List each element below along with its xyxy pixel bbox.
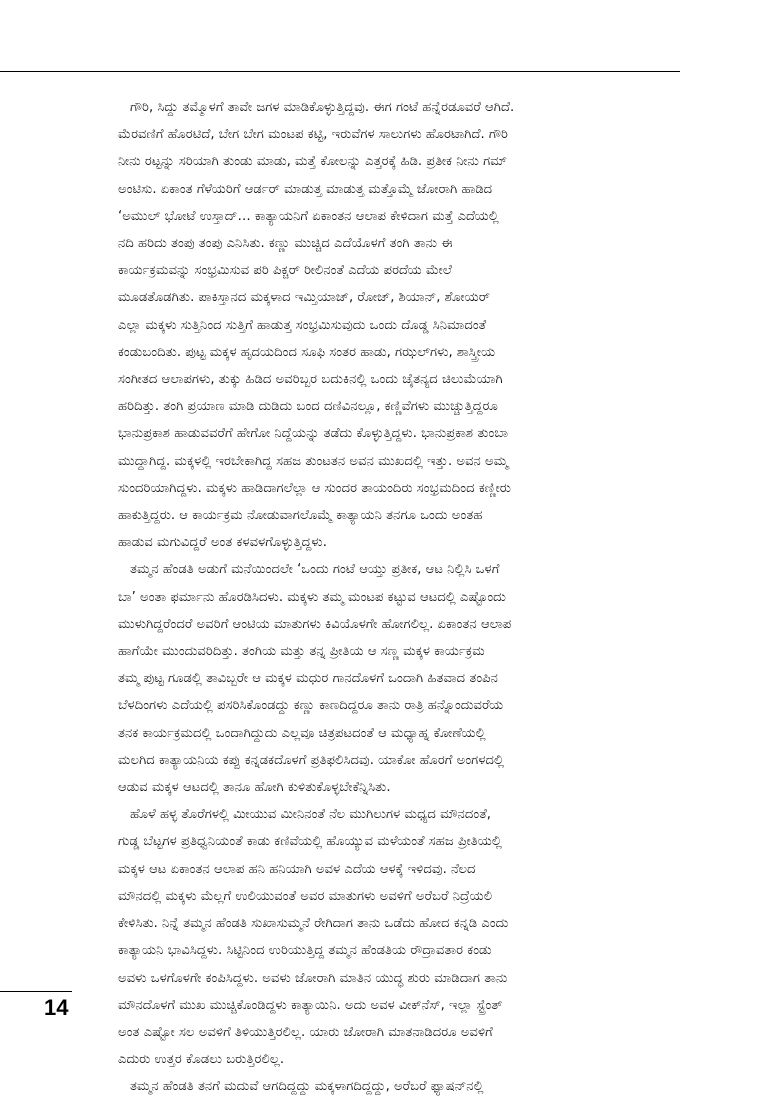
text-line: ಎದುರು ಉತ್ತರ ಕೊಡಲು ಬರುತ್ತಿರಲಿಲ್ಲ. [118, 1052, 285, 1068]
text-line: ಭಾನುಪ್ರಕಾಶ ಹಾಡುವವರೆಗೆ ಹೇಗೋ ನಿದ್ದೆಯನ್ನು ತಡೆದು ಕೊಳ್ಳುತ್ತಿದ್ದಳು. ಭಾನುಪ್ರಕಾಶ ತುಂಬಾ [118, 426, 509, 442]
text-line: ಬೆಳದಿಂಗಳು ಎದೆಯಲ್ಲಿ ಪಸರಿಸಿಕೊಂಡದ್ದು ಕಣ್ಣು ಕಾಣದಿದ್ದರೂ ತಾನು ರಾತ್ರಿ ಹನ್ನೊಂದುವರೆಯ [118, 698, 504, 714]
text-line: ಹಾಡುವ ಮಗುವಿದ್ದರೆ ಅಂತ ಕಳವಳಗೊಳ್ಳುತ್ತಿದ್ದಳು. [118, 535, 327, 551]
text-line: ನೀನು ರಟ್ಟನ್ನು ಸರಿಯಾಗಿ ತುಂಡು ಮಾಡು, ಮತ್ತೆ ಕೋಲನ್ನು ಎತ್ತರಕ್ಕೆ ಹಿಡಿ. ಪ್ರತೀಕ ನೀನು ಗಮ್ [118, 154, 508, 170]
text-line: ಕಾತ್ಯಾಯನಿ ಭಾವಿಸಿದ್ದಳು. ಸಿಟ್ಟಿನಿಂದ ಉರಿಯುತ್ತಿದ್ದ ತಮ್ಮನ ಹೆಂಡತಿಯ ರೌದ್ರಾವತಾರ ಕಂಡು [118, 943, 492, 959]
footer-rule [0, 991, 72, 992]
text-line: ಹಾಕುತ್ತಿದ್ದರು. ಆ ಕಾರ್ಯಕ್ರಮ ನೋಡುವಾಗಲೊಮ್ಮೆ ಕಾತ್ಯಾಯನಿ ತನಗೂ ಒಂದು ಅಂತಹ [118, 508, 483, 524]
text-line: ಮೌನದಲ್ಲಿ ಮಕ್ಕಳು ಮೆಲ್ಲಗೆ ಉಲಿಯುವಂತೆ ಅವರ ಮಾತುಗಳು ಅವಳಿಗೆ ಅರೆಬರೆ ನಿದ್ರೆಯಲಿ [118, 888, 493, 904]
text-line: ಮುದ್ದಾಗಿದ್ದ. ಮಕ್ಕಳಲ್ಲಿ ಇರಬೇಕಾಗಿದ್ದ ಸಹಜ ತುಂಟತನ ಅವನ ಮುಖದಲ್ಲಿ ಇತ್ತು. ಅವನ ಅಮ್ಮ [118, 453, 509, 469]
text-line: ಹೊಳೆ ಹಳ್ಳ ತೊರೆಗಳಲ್ಲಿ ಮೀಯುವ ಮೀನಿನಂತೆ ನೆಲ ಮುಗಿಲುಗಳ ಮಧ್ಯದ ಮೌನದಂತೆ, [130, 807, 491, 823]
text-line: ಮುಳುಗಿದ್ದರೆಂದರೆ ಅವರಿಗೆ ಆಂಟಿಯ ಮಾತುಗಳು ಕಿವಿಯೊಳಗೇ ಹೋಗಲಿಲ್ಲ. ಏಕಾಂತನ ಆಲಾಪ [118, 616, 512, 632]
text-line: ತಮ್ಮ ಪುಟ್ಟ ಗೂಡಲ್ಲಿ ತಾವಿಬ್ಬರೇ ಆ ಮಕ್ಕಳ ಮಧುರ ಗಾನದೊಳಗೆ ಒಂದಾಗಿ ಹಿತವಾದ ತಂಪಿನ [118, 671, 498, 687]
text-line: ಅಂತ ಎಷ್ಟೋ ಸಲ ಅವಳಿಗೆ ತಿಳಿಯುತ್ತಿರಲಿಲ್ಲ. ಯಾರು ಜೋರಾಗಿ ಮಾತನಾಡಿದರೂ ಅವಳಿಗೆ [118, 1024, 493, 1040]
text-line: ‘ಅಮುಲ್ ಭೋಟೆ ಉಸ್ತಾದ್… ಕಾತ್ಯಾಯನಿಗೆ ಏಕಾಂತನ ಆಲಾಪ ಕೇಳಿದಾಗ ಮತ್ತೆ ಎದೆಯಲ್ಲಿ [118, 208, 499, 224]
text-line: ಬಾ’ ಅಂತಾ ಫರ್ಮಾನು ಹೊರಡಿಸಿದಳು. ಮಕ್ಕಳು ತಮ್ಮ ಮಂಟಪ ಕಟ್ಟುವ ಆಟದಲ್ಲಿ ಎಷ್ಟೊಂದು [118, 589, 506, 605]
text-line: ನದಿ ಹರಿದು ತಂಪು ತಂಪು ಎನಿಸಿತು. ಕಣ್ಣು ಮುಚ್ಚಿದ ಎದೆಯೊಳಗೆ ತಂಗಿ ತಾನು ಈ [118, 236, 453, 252]
text-line: ಅವಳು ಒಳಗೊಳಗೇ ಕಂಪಿಸಿದ್ದಳು. ಅವಳು ಜೋರಾಗಿ ಮಾತಿನ ಯುದ್ಧ ಶುರು ಮಾಡಿದಾಗ ತಾನು [118, 970, 508, 986]
text-line: ಕಂಡುಬಂದಿತು. ಪುಟ್ಟ ಮಕ್ಕಳ ಹೃದಯದಿಂದ ಸೂಫಿ ಸಂತರ ಹಾಡು, ಗಝಲ್‌ಗಳು, ಶಾಸ್ತ್ರೀಯ [118, 344, 496, 360]
text-line: ತನಕ ಕಾರ್ಯಕ್ರಮದಲ್ಲಿ ಒಂದಾಗಿದ್ದುದು ಎಲ್ಲವೂ ಚಿತ್ರಪಟದಂತೆ ಆ ಮಧ್ಯಾಹ್ನ ಕೋಣೆಯಲ್ಲಿ [118, 725, 486, 741]
text-line: ತಮ್ಮನ ಹೆಂಡತಿ ಅಡುಗೆ ಮನೆಯಿಂದಲೇ ‘ಒಂದು ಗಂಟೆ ಆಯ್ತು ಪ್ರತೀಕ, ಆಟ ನಿಲ್ಲಿಸಿ ಒಳಗೆ [130, 562, 500, 578]
text-line: ಆಡುವ ಮಕ್ಕಳ ಆಟದಲ್ಲಿ ತಾನೂ ಹೋಗಿ ಕುಳಿತುಕೊಳ್ಳಬೇಕೆನ್ನಿಸಿತು. [118, 780, 391, 796]
text-line: ಸುಂದರಿಯಾಗಿದ್ದಳು. ಮಕ್ಕಳು ಹಾಡಿದಾಗಲೆಲ್ಲಾ ಆ ಸುಂದರ ತಾಯಂದಿರು ಸಂಭ್ರಮದಿಂದ ಕಣ್ಣೀರು [118, 480, 511, 496]
text-line: ಕಾರ್ಯಕ್ರಮವನ್ನು ಸಂಭ್ರಮಿಸುವ ಪರಿ ಪಿಕ್ಚರ್ ರೀಲಿನಂತೆ ಎದೆಯ ಪರದೆಯ ಮೇಲೆ [118, 263, 452, 279]
text-line: ಸಂಗೀತದ ಆಲಾಪಗಳು, ತುಕ್ಕು ಹಿಡಿದ ಅವರಿಬ್ಬರ ಬದುಕಿನಲ್ಲಿ ಒಂದು ಚೈತನ್ಯದ ಚಿಲುಮೆಯಾಗಿ [118, 372, 503, 388]
text-line: ಮೂಡತೊಡಗಿತು. ಪಾಕಿಸ್ತಾನದ ಮಕ್ಕಳಾದ ಇಮ್ತಿಯಾಜ್, ರೋಜ್, ಶಿಯಾನ್, ಶೋಯರ್ [118, 290, 490, 306]
text-line: ಮಕ್ಕಳ ಆಟ ಏಕಾಂತನ ಆಲಾಪ ಹನಿ ಹನಿಯಾಗಿ ಅವಳ ಎದೆಯ ಆಳಕ್ಕೆ ಇಳಿದವು. ನೆಲದ [118, 861, 476, 877]
text-line: ತಮ್ಮನ ಹೆಂಡತಿ ತನಗೆ ಮದುವೆ ಆಗದಿದ್ದದ್ದು ಮಕ್ಕಳಾಗದಿದ್ದದ್ದು, ಅರೆಬರೆ ಫ್ಯಾಷನ್‌ನಲ್ಲಿ [130, 1079, 484, 1095]
text-line: ಮಲಗಿದ ಕಾತ್ಯಾಯನಿಯ ಕಪ್ಪು ಕನ್ನಡಕದೊಳಗೆ ಪ್ರತಿಫಲಿಸಿದವು. ಯಾಕೋ ಹೊರಗೆ ಅಂಗಳದಲ್ಲಿ [118, 752, 504, 768]
text-line: ಎಲ್ಲಾ ಮಕ್ಕಳು ಸುತ್ತಿನಿಂದ ಸುತ್ತಿಗೆ ಹಾಡುತ್ತ ಸಂಭ್ರಮಿಸುವುದು ಒಂದು ದೊಡ್ಡ ಸಿನಿಮಾದಂತೆ [118, 317, 487, 333]
text-line: ಗುಡ್ಡ ಬೆಟ್ಟಗಳ ಪ್ರತಿಧ್ವನಿಯಂತೆ ಕಾಡು ಕಣಿವೆಯಲ್ಲಿ ಹೊಯ್ಯುವ ಮಳೆಯಂತೆ ಸಹಜ ಪ್ರೀತಿಯಲ್ಲಿ [118, 834, 502, 850]
header-rule [0, 71, 680, 72]
text-line: ಕೇಳಿಸಿತು. ನಿನ್ನೆ ತಮ್ಮನ ಹೆಂಡತಿ ಸುಖಾಸುಮ್ಮನೆ ರೇಗಿದಾಗ ತಾನು ಒಡೆದು ಹೋದ ಕನ್ನಡಿ ಎಂದು [118, 916, 509, 932]
text-line: ಅಂಟಿಸು. ಏಕಾಂತ ಗೆಳೆಯರಿಗೆ ಆರ್ಡರ್ ಮಾಡುತ್ತ ಮಾಡುತ್ತ ಮತ್ತೊಮ್ಮೆ ಜೋರಾಗಿ ಹಾಡಿದ [118, 181, 493, 197]
text-line: ಹಾಗೆಯೇ ಮುಂದುವರಿದಿತ್ತು. ತಂಗಿಯ ಮತ್ತು ತನ್ನ ಪ್ರೀತಿಯ ಆ ಸಣ್ಣ ಮಕ್ಕಳ ಕಾರ್ಯಕ್ರಮ [118, 644, 485, 660]
text-line: ಮೆರವಣಿಗೆ ಹೊರಟಿದೆ, ಬೇಗ ಬೇಗ ಮಂಟಪ ಕಟ್ಟಿ, ಇರುವೆಗಳ ಸಾಲುಗಳು ಹೊರಟಾಗಿದೆ. ಗೌರಿ [118, 127, 508, 143]
text-line: ಮೌನದೊಳಗೆ ಮುಖ ಮುಚ್ಚಿಕೊಂಡಿದ್ದಳು ಕಾತ್ಯಾಯಿನಿ. ಅದು ಅವಳ ವೀಕ್‌ನೆಸ್, ಇಲ್ಲಾ ಸ್ಟ್ರೆಂತ್ [118, 997, 503, 1013]
text-line: ಹರಿದಿತ್ತು. ತಂಗಿ ಪ್ರಯಾಣ ಮಾಡಿ ದುಡಿದು ಬಂದ ದಣಿವಿನಲ್ಲೂ, ಕಣ್ಣಿವೆಗಳು ಮುಚ್ಚುತ್ತಿದ್ದರೂ [118, 399, 498, 415]
page-number: 14 [44, 995, 69, 1020]
text-line: ಗೌರಿ, ಸಿದ್ದು ತಮ್ಮೊಳಗೆ ತಾವೇ ಜಗಳ ಮಾಡಿಕೊಳ್ಳುತ್ತಿದ್ದವು. ಈಗ ಗಂಟೆ ಹನ್ನೆರಡೂವರೆ ಆಗಿದೆ. [130, 100, 515, 115]
body-text [118, 94, 690, 1101]
